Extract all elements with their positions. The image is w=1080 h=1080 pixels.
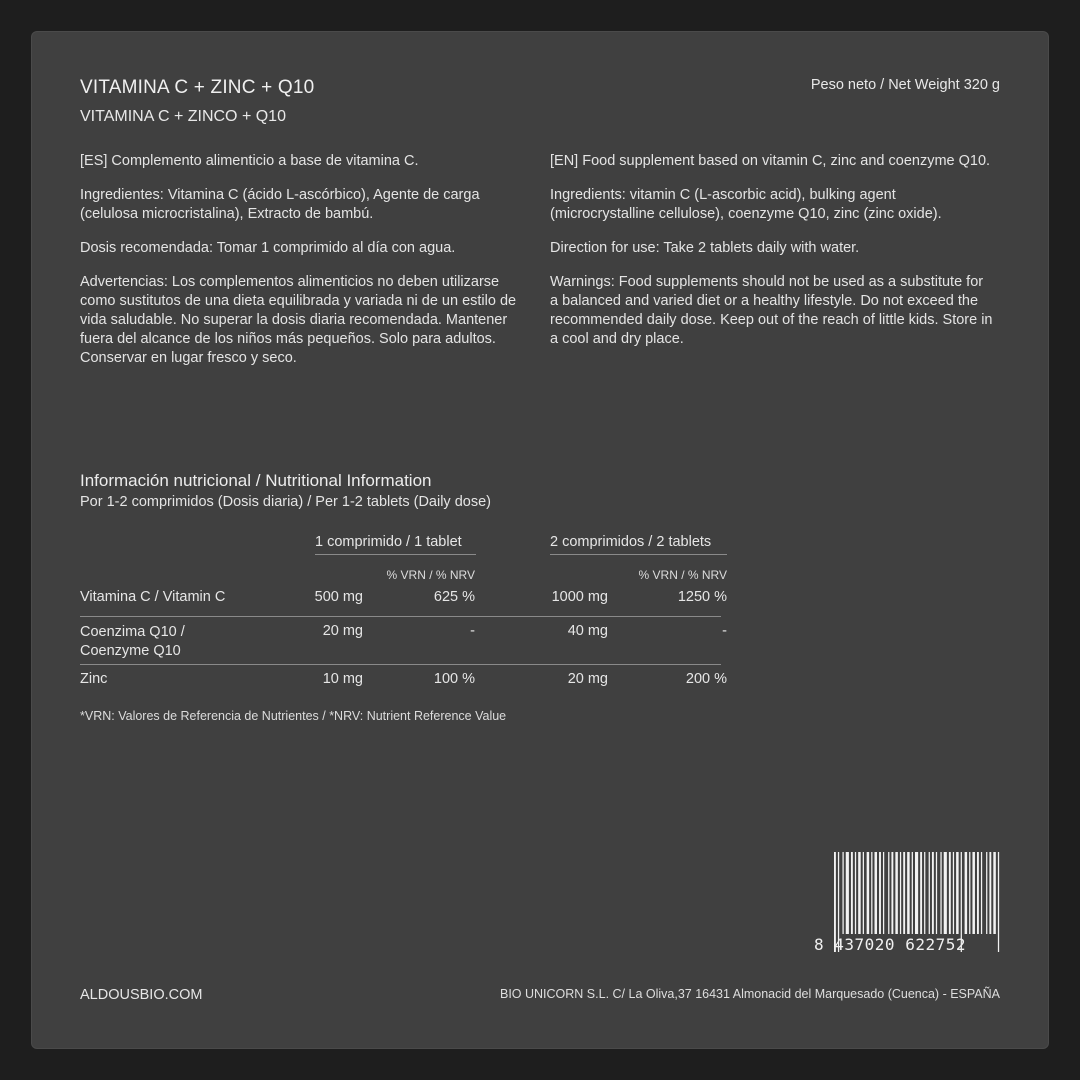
row-divider xyxy=(80,616,721,617)
barcode-bar xyxy=(912,852,913,934)
product-subtitle: VITAMINA C + ZINCO + Q10 xyxy=(80,108,286,125)
barcode-bar xyxy=(944,852,947,934)
row-amount1: 20 mg xyxy=(322,623,363,639)
barcode-bar xyxy=(851,852,853,934)
row-pct2: 200 % xyxy=(685,671,727,687)
row-name-line1: Coenzima Q10 / xyxy=(80,624,185,640)
row-amount1: 500 mg xyxy=(314,589,363,605)
barcode-bar xyxy=(940,852,941,934)
product-title: VITAMINA C + ZINC + Q10 xyxy=(80,77,315,98)
barcode-bar xyxy=(888,852,889,934)
nutrition-footnote: *VRN: Valores de Referencia de Nutrientes / *NRV: Nutrient Reference Value xyxy=(80,709,507,723)
barcode-bar xyxy=(989,852,991,934)
col2-header: 2 comprimidos / 2 tablets xyxy=(550,534,712,550)
barcode-bar xyxy=(867,852,870,934)
nutrition-table xyxy=(32,32,1048,732)
barcode-bar xyxy=(932,852,934,934)
col1-pct-header: % VRN / % NRV xyxy=(386,568,475,582)
barcode-bar xyxy=(924,852,925,934)
row-name xyxy=(80,623,185,661)
barcode-digits: 8 437020 622752 xyxy=(814,935,966,954)
col1-header-underline xyxy=(315,554,476,555)
row-pct2: - xyxy=(722,623,727,639)
es-ingredients: Ingredientes: Vitamina C (ácido L-ascórbico), Agente de carga (celulosa microcristalina), Extracto de bambú. xyxy=(80,187,480,222)
nutrition-subtitle: Por 1-2 comprimidos (Dosis diaria) / Per 1-2 tablets (Daily dose) xyxy=(80,494,491,510)
barcode-bar xyxy=(903,852,905,934)
barcode-bar xyxy=(986,852,987,934)
barcode-bar xyxy=(875,852,878,934)
barcode-bar xyxy=(920,852,922,934)
website-link[interactable]: ALDOUSBIO.COM xyxy=(80,987,203,1003)
barcode-bar xyxy=(993,852,996,934)
barcode-bar xyxy=(956,852,959,934)
barcode-bar xyxy=(907,852,910,934)
barcode-bar xyxy=(953,852,954,934)
col2-header-underline xyxy=(550,554,727,555)
barcode-bar xyxy=(863,852,864,934)
nutrition-title: Información nutricional / Nutritional Information xyxy=(80,471,432,490)
barcode-bar xyxy=(842,852,843,934)
row-pct1: 625 % xyxy=(433,589,475,605)
es-dosage: Dosis recomendada: Tomar 1 comprimido al día con agua. xyxy=(80,240,456,256)
barcode-bar xyxy=(965,852,968,934)
barcode-bar xyxy=(855,852,856,934)
barcode-bar xyxy=(846,852,849,934)
product-label-panel xyxy=(32,32,1048,1048)
row-name: Vitamina C / Vitamin C xyxy=(80,589,226,605)
row-amount1: 10 mg xyxy=(322,671,363,687)
barcode-bar xyxy=(871,852,872,934)
barcode-bar xyxy=(900,852,901,934)
row-divider xyxy=(80,664,721,665)
es-intro: [ES] Complemento alimenticio a base de vitamina C. xyxy=(80,153,419,169)
barcode-bar xyxy=(936,852,937,934)
row-pct1: 100 % xyxy=(433,671,475,687)
barcode-bar xyxy=(981,852,982,934)
barcode-bar xyxy=(929,852,930,934)
row-pct2: 1250 % xyxy=(677,589,727,605)
row-name: Zinc xyxy=(80,671,108,687)
barcode-bar xyxy=(969,852,970,934)
barcode-bar xyxy=(879,852,881,934)
barcode-bar xyxy=(915,852,918,934)
en-dosage: Direction for use: Take 2 tablets daily with water. xyxy=(550,240,860,256)
row-amount2: 40 mg xyxy=(567,623,608,639)
company-address: BIO UNICORN S.L. C/ La Oliva,37 16431 Almonacid del Marquesado (Cuenca) - ESPAÑA xyxy=(500,987,1000,1001)
row-amount2: 20 mg xyxy=(567,671,608,687)
es-warnings: Advertencias: Los complementos alimenticios no deben utilizarse como sustitutos de una dieta equilibrada y variada ni de un estilo de vida saludable. No superar la dosis diaria recomendada. Mantener fuera del alcance de los niños más pequeños. Solo para adultos. Conservar en lugar fresco y seco. xyxy=(80,274,517,366)
barcode-bar xyxy=(977,852,979,934)
col1-header: 1 comprimido / 1 tablet xyxy=(315,534,462,550)
barcode-bar xyxy=(998,852,999,952)
barcode-bar xyxy=(891,852,893,934)
net-weight: Peso neto / Net Weight 320 g xyxy=(810,77,1000,93)
en-warnings: Warnings: Food supplements should not be used as a substitute for a balanced and varied diet or a healthy lifestyle. Do not exceed the recommended daily dose. Keep out of the reach of little kids. Store in a cool and dry place. xyxy=(550,274,993,347)
barcode-bar xyxy=(858,852,861,934)
col2-pct-header: % VRN / % NRV xyxy=(638,568,727,582)
barcode-bar xyxy=(972,852,975,934)
row-amount2: 1000 mg xyxy=(551,589,608,605)
barcode-bar xyxy=(949,852,951,934)
barcode-bar xyxy=(895,852,898,934)
en-intro: [EN] Food supplement based on vitamin C, zinc and coenzyme Q10. xyxy=(550,153,991,169)
en-ingredients: Ingredients: vitamin C (L-ascorbic acid), bulking agent (microcrystalline cellulose), coenzyme Q10, zinc (zinc oxide). xyxy=(550,187,942,222)
row-pct1: - xyxy=(470,623,475,639)
row-name-line2: Coenzyme Q10 xyxy=(80,643,181,659)
barcode-bar xyxy=(883,852,884,934)
